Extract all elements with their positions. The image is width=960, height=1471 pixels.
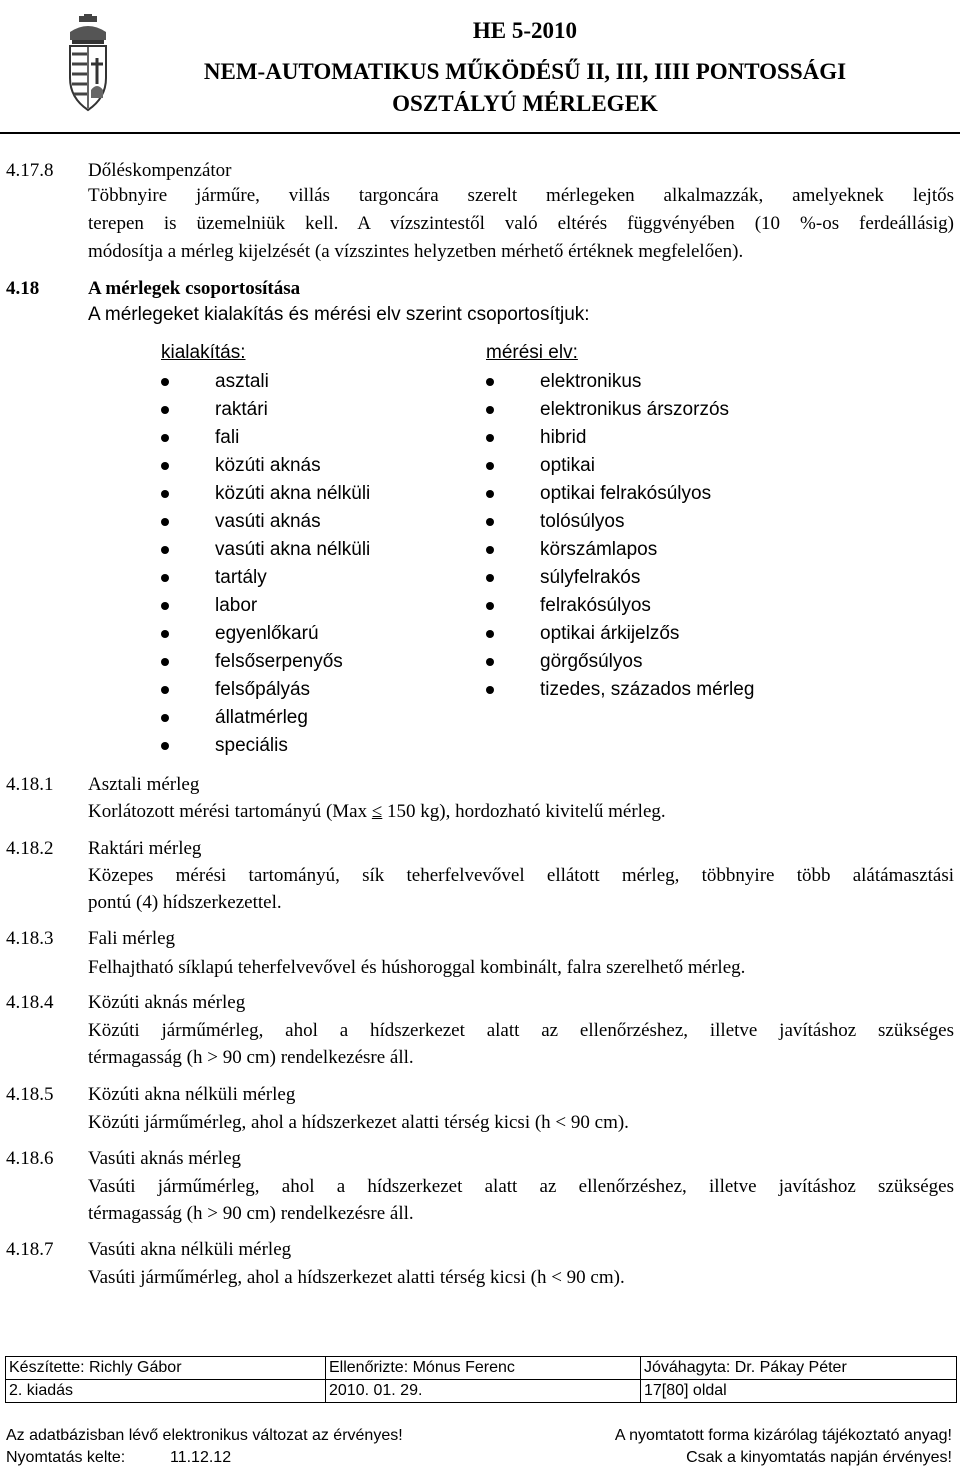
list-item-label: elektronikus árszorzós xyxy=(540,399,730,420)
bullet-icon xyxy=(486,490,494,498)
list-item-label: egyenlőkarú xyxy=(215,623,319,644)
list-item-label: körszámlapos xyxy=(540,539,658,560)
section-number: 4.18.4 xyxy=(6,992,54,1013)
list-item-label: optikai árkijelzős xyxy=(540,623,680,644)
paragraph-line: pontú (4) hídszerkezettel. xyxy=(88,892,282,913)
section-number: 4.18.3 xyxy=(6,928,54,949)
document-footer-table xyxy=(5,1356,957,1403)
bullet-icon xyxy=(486,686,494,694)
bullet-icon xyxy=(161,686,169,694)
section-number: 4.18.5 xyxy=(6,1084,54,1105)
bullet-icon xyxy=(161,742,169,750)
section-number: 4.18.6 xyxy=(6,1148,54,1169)
paragraph-line: térmagasság (h > 90 cm) rendelkezésre áll. xyxy=(88,1203,414,1224)
paragraph-line: Közúti járműmérleg, ahol a hídszerkezet alatti térség kicsi (h < 90 cm). xyxy=(88,1112,629,1133)
section-title: Közúti akna nélküli mérleg xyxy=(88,1084,296,1105)
list-item-label: asztali xyxy=(215,371,269,392)
section-number: 4.17.8 xyxy=(6,160,54,181)
list-item-label: állatmérleg xyxy=(215,707,308,728)
bullet-icon xyxy=(486,602,494,610)
section-title: A mérlegek csoportosítása xyxy=(88,278,301,299)
section-intro: A mérlegeket kialakítás és mérési elv szerint csoportosítjuk: xyxy=(88,304,590,325)
list-item xyxy=(161,648,461,676)
list-item xyxy=(486,592,906,620)
list-item xyxy=(161,480,461,508)
list-item xyxy=(486,564,906,592)
list-item xyxy=(486,676,906,704)
section-number: 4.18 xyxy=(6,278,40,299)
list-item-label: súlyfelrakós xyxy=(540,567,641,588)
bullet-icon xyxy=(486,546,494,554)
list-heading-kialakitas: kialakítás: xyxy=(161,342,246,363)
document-title-line1: NEM-AUTOMATIKUS MŰKÖDÉSŰ II, III, IIII PONTOSSÁGI xyxy=(203,59,847,84)
list-item xyxy=(161,676,461,704)
list-item xyxy=(486,648,906,676)
list-item xyxy=(161,592,461,620)
paragraph-line: Felhajtható síklapú teherfelvevővel és húshoroggal kombinált, falra szerelhető mérleg. xyxy=(88,957,746,978)
section-title: Fali mérleg xyxy=(88,928,176,949)
paragraph-line: térmagasság (h > 90 cm) rendelkezésre áll. xyxy=(88,1047,414,1068)
list-item xyxy=(486,536,906,564)
section-title: Vasúti aknás mérleg xyxy=(88,1148,242,1169)
list-item xyxy=(161,396,461,424)
validity-note: Csak a kinyomtatás napján érvényes! xyxy=(686,1449,952,1466)
list-item xyxy=(161,564,461,592)
list-item-label: felsőpályás xyxy=(215,679,311,700)
list-item xyxy=(161,424,461,452)
document-code: HE 5-2010 xyxy=(472,18,578,43)
list-item-label: speciális xyxy=(215,735,288,756)
print-date: 11.12.12 xyxy=(170,1449,232,1466)
list-item xyxy=(161,536,461,564)
list-item xyxy=(486,480,906,508)
bullet-icon xyxy=(161,490,169,498)
bullet-icon xyxy=(161,658,169,666)
section-number: 4.18.7 xyxy=(6,1239,54,1260)
list-item xyxy=(486,508,906,536)
section-title: Vasúti akna nélküli mérleg xyxy=(88,1239,292,1260)
list-item-label: tizedes, százados mérleg xyxy=(540,679,755,700)
list-item-label: közúti aknás xyxy=(215,455,321,476)
bullet-icon xyxy=(161,462,169,470)
document-title-line2: OSZTÁLYÚ MÉRLEGEK xyxy=(392,91,658,116)
paragraph-line: Korlátozott mérési tartományú (Max ≤ 150 kg), hordozható kivitelű mérleg. xyxy=(88,798,954,826)
bullet-icon xyxy=(161,518,169,526)
list-item-label: elektronikus xyxy=(540,371,642,392)
bullet-icon xyxy=(486,462,494,470)
bullet-icon xyxy=(486,434,494,442)
section-title: Asztali mérleg xyxy=(88,774,200,795)
list-item-label: vasúti aknás xyxy=(215,511,321,532)
list-item-label: hibrid xyxy=(540,427,587,448)
bullet-icon xyxy=(161,378,169,386)
list-item xyxy=(161,368,461,396)
bullet-icon xyxy=(161,602,169,610)
list-item-label: görgősúlyos xyxy=(540,651,643,672)
list-item-label: labor xyxy=(215,595,258,616)
bullet-icon xyxy=(161,714,169,722)
paragraph-line: Többnyire járműre, villás targoncára szerelt mérlegeken alkalmazzák, amelyeknek lejtős xyxy=(88,185,954,206)
bullet-icon xyxy=(161,434,169,442)
section-number: 4.18.2 xyxy=(6,838,54,859)
bullet-icon xyxy=(486,378,494,386)
list-item-label: felsőserpenyős xyxy=(215,651,343,672)
list-item-label: optikai xyxy=(540,455,595,476)
printed-form-note: A nyomtatott forma kizárólag tájékoztató anyag! xyxy=(614,1427,952,1444)
section-title: Dőléskompenzátor xyxy=(88,160,232,181)
approved-by: Jóváhagyta: Dr. Pákay Péter xyxy=(641,1357,957,1380)
bullet-icon xyxy=(486,658,494,666)
list-item xyxy=(486,396,906,424)
list-item xyxy=(161,732,461,760)
list-item-label: fali xyxy=(215,427,240,448)
list-item xyxy=(486,620,906,648)
paragraph-line: módosítja a mérleg kijelzését (a vízszintes helyzetben mérhető értéknek megfelelően). xyxy=(88,241,744,262)
list-item-label: raktári xyxy=(215,399,268,420)
bullet-icon xyxy=(161,630,169,638)
list-item xyxy=(161,452,461,480)
section-number: 4.18.1 xyxy=(6,774,54,795)
bullet-icon xyxy=(486,406,494,414)
bullet-icon xyxy=(161,406,169,414)
list-item xyxy=(161,620,461,648)
header-divider xyxy=(0,132,960,134)
paragraph-line: Vasúti járműmérleg, ahol a hídszerkezet alatti térség kicsi (h < 90 cm). xyxy=(88,1267,625,1288)
checked-by: Ellenőrizte: Mónus Ferenc xyxy=(326,1357,641,1380)
list-item xyxy=(486,368,906,396)
bullet-icon xyxy=(486,518,494,526)
list-item xyxy=(161,704,461,732)
kialakitas-list xyxy=(161,368,461,760)
bullet-icon xyxy=(161,546,169,554)
list-heading-meresi-elv: mérési elv: xyxy=(486,342,578,363)
paragraph-line: terepen is üzemelniük kell. A vízszintestől való eltérés függvényében (10 %-os ferdeállásig) xyxy=(88,213,954,234)
less-or-equal-sign: ≤ xyxy=(371,801,383,822)
issue-date: 2010. 01. 29. xyxy=(326,1380,641,1403)
list-item-label: tolósúlyos xyxy=(540,511,625,532)
list-item xyxy=(161,508,461,536)
bullet-icon xyxy=(486,630,494,638)
paragraph-line: Közúti járműmérleg, ahol a hídszerkezet alatt az ellenőrzéshez, illetve javításhoz szükséges xyxy=(88,1020,954,1041)
section-title: Raktári mérleg xyxy=(88,838,202,859)
list-item-label: tartály xyxy=(215,567,267,588)
list-item xyxy=(486,452,906,480)
list-item xyxy=(486,424,906,452)
page-number: 17[80] oldal xyxy=(641,1380,957,1403)
paragraph-line: Vasúti járműmérleg, ahol a hídszerkezet alatt az ellenőrzéshez, illetve javításhoz szükséges xyxy=(88,1176,954,1197)
section-title: Közúti aknás mérleg xyxy=(88,992,246,1013)
meresi-elv-list xyxy=(486,368,906,704)
list-item-label: felrakósúlyos xyxy=(540,595,651,616)
list-item-label: vasúti akna nélküli xyxy=(215,539,371,560)
list-item-label: közúti akna nélküli xyxy=(215,483,371,504)
edition: 2. kiadás xyxy=(6,1380,326,1403)
paragraph-line: Közepes mérési tartományú, sík teherfelvevővel ellátott mérleg, többnyire több alátámasztási xyxy=(88,865,954,886)
electronic-version-note: Az adatbázisban lévő elektronikus változat az érvényes! xyxy=(6,1427,403,1444)
prepared-by: Készítette: Richly Gábor xyxy=(6,1357,326,1380)
list-item-label: optikai felrakósúlyos xyxy=(540,483,712,504)
print-date-label: Nyomtatás kelte: xyxy=(6,1449,126,1466)
bullet-icon xyxy=(161,574,169,582)
bullet-icon xyxy=(486,574,494,582)
